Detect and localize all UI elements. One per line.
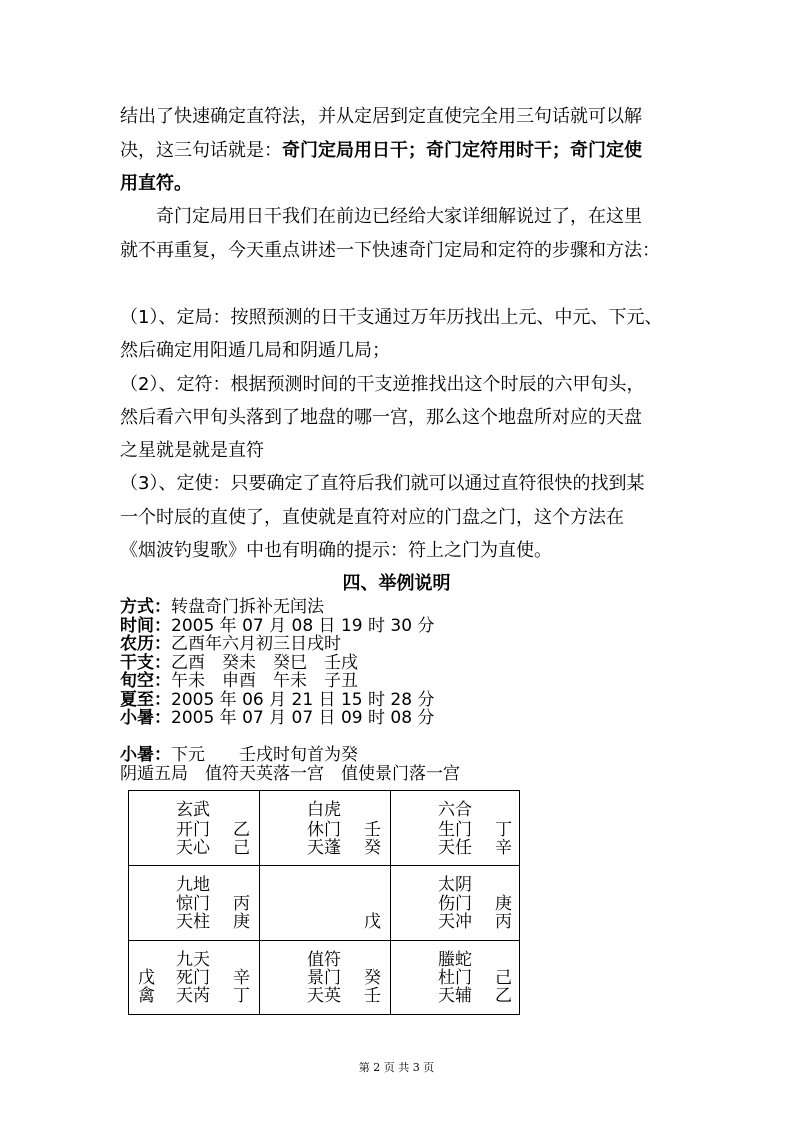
stem-label: 癸 [364, 968, 381, 988]
palace-cell [129, 941, 259, 1016]
god-label: 九天 [176, 950, 210, 970]
page-footer: 第 2 页 共 3 页 [358, 1061, 435, 1074]
info-key: 农历： [120, 634, 171, 654]
info-value: 转盘奇门拆补无闰法 [171, 597, 324, 617]
emphasis-line: 用直符。 [120, 173, 192, 194]
star-label: 天柱 [176, 912, 210, 932]
info-row [120, 764, 460, 784]
paragraph-line: 奇门定局用日干我们在前边已经给大家详细解说过了，在这里 [156, 206, 642, 227]
palace-cell [260, 791, 390, 866]
center-palace-cell [260, 866, 390, 941]
paragraph-line: 然后看六甲旬头落到了地盘的哪一宫，那么这个地盘所对应的天盘 [120, 407, 642, 428]
paragraph-line: 《烟波钓叟歌》中也有明确的提示：符上之门为直使。 [120, 540, 552, 561]
info-row [120, 690, 434, 710]
stem-label: 辛 [233, 968, 250, 988]
stem-label: 戊 [364, 912, 381, 932]
info-key: 旬空： [120, 671, 171, 691]
paragraph-line: 结出了快速确定直符法，并从定居到定直使完全用三句话就可以解 [120, 106, 642, 127]
stem-label: 己 [495, 968, 512, 988]
info-key: 夏至： [120, 690, 171, 710]
info-key: 小暑： [120, 745, 171, 765]
palace-cell [260, 941, 390, 1016]
info-row [120, 708, 434, 728]
stem-label: 乙 [233, 820, 250, 840]
palace-cell [391, 791, 521, 866]
paragraph-line: 然后确定用阳遁几局和阴遁几局； [120, 340, 390, 361]
stem-label: 丙 [495, 912, 512, 932]
stem-label: 乙 [495, 986, 512, 1006]
god-label: 值符 [307, 950, 341, 970]
palace-cell [129, 866, 259, 941]
stem-label: 丁 [233, 986, 250, 1006]
qimen-chart [128, 790, 520, 1015]
god-label: 白虎 [307, 800, 341, 820]
stem-label: 己 [233, 838, 250, 858]
paragraph-line: 就不再重复，今天重点讲述一下快速奇门定局和定符的步骤和方法： [120, 240, 660, 261]
info-value: 2005 年 06 月 21 日 15 时 28 分 [171, 690, 435, 710]
step-3-line: （3）、定使：只要确定了直符后我们就可以通过直符很快的找到某 [120, 473, 645, 494]
stem-label: 庚 [233, 912, 250, 932]
paragraph-line [120, 140, 642, 162]
info-row [120, 671, 358, 691]
god-label: 九地 [176, 875, 210, 895]
stem-label: 壬 [364, 986, 381, 1006]
stem-label: 庚 [495, 894, 512, 914]
info-key: 方式： [120, 597, 171, 617]
star-label: 天任 [438, 838, 472, 858]
door-label: 开门 [176, 820, 210, 840]
door-label: 杜门 [438, 968, 472, 988]
god-label: 螣蛇 [438, 950, 472, 970]
info-key: 时间： [120, 616, 171, 636]
stem-label: 癸 [364, 838, 381, 858]
star-label: 天冲 [438, 912, 472, 932]
info-key: 小暑： [120, 708, 171, 728]
door-label: 伤门 [438, 894, 472, 914]
stem-label: 丙 [233, 894, 250, 914]
info-value: 阴遁五局 值符天英落一宫 值使景门落一宫 [120, 764, 460, 784]
door-label: 景门 [307, 968, 341, 988]
section-title: 四、举例说明 [342, 573, 451, 594]
paragraph-line: 之星就是就是直符 [120, 440, 264, 461]
star-label: 天芮 [176, 986, 210, 1006]
door-label: 生门 [438, 820, 472, 840]
info-key: 干支： [120, 653, 171, 673]
stem-label: 辛 [495, 838, 512, 858]
stem-label: 戊 [138, 968, 155, 988]
step-2-line: （2）、定符：根据预测时间的干支逆推找出这个时辰的六甲旬头， [120, 374, 645, 395]
god-label: 玄武 [176, 800, 210, 820]
info-row [120, 634, 341, 654]
info-value: 乙酉 癸未 癸巳 壬戌 [171, 653, 358, 673]
palace-cell [391, 866, 521, 941]
paragraph-text: 决，这三句话就是： [120, 140, 282, 161]
star-label: 禽 [138, 986, 155, 1006]
god-label: 六合 [438, 800, 472, 820]
info-value: 2005 年 07 月 07 日 09 时 08 分 [171, 708, 435, 728]
stem-label: 壬 [364, 820, 381, 840]
door-label: 死门 [176, 968, 210, 988]
emphasis-text: 奇门定局用日干；奇门定符用时干；奇门定使 [282, 140, 642, 161]
star-label: 天蓬 [307, 838, 341, 858]
info-row [120, 616, 434, 636]
step-1-line: （1）、定局：按照预测的日干支通过万年历找出上元、中元、下元、 [120, 307, 663, 328]
god-label: 太阴 [438, 875, 472, 895]
star-label: 天英 [307, 986, 341, 1006]
palace-cell [391, 941, 521, 1016]
info-value: 午未 申酉 午未 子丑 [171, 671, 358, 691]
info-value: 2005 年 07 月 08 日 19 时 30 分 [171, 616, 435, 636]
info-row [120, 653, 358, 673]
door-label: 休门 [307, 820, 341, 840]
stem-label: 丁 [495, 820, 512, 840]
paragraph-line: 一个时辰的直使了，直使就是直符对应的门盘之门，这个方法在 [120, 507, 624, 528]
info-row [120, 745, 358, 765]
info-value: 下元 壬戌时旬首为癸 [171, 745, 358, 765]
palace-cell [129, 791, 259, 866]
door-label: 惊门 [176, 894, 210, 914]
star-label: 天辅 [438, 986, 472, 1006]
star-label: 天心 [176, 838, 210, 858]
info-row [120, 597, 324, 617]
info-value: 乙酉年六月初三日戌时 [171, 634, 341, 654]
